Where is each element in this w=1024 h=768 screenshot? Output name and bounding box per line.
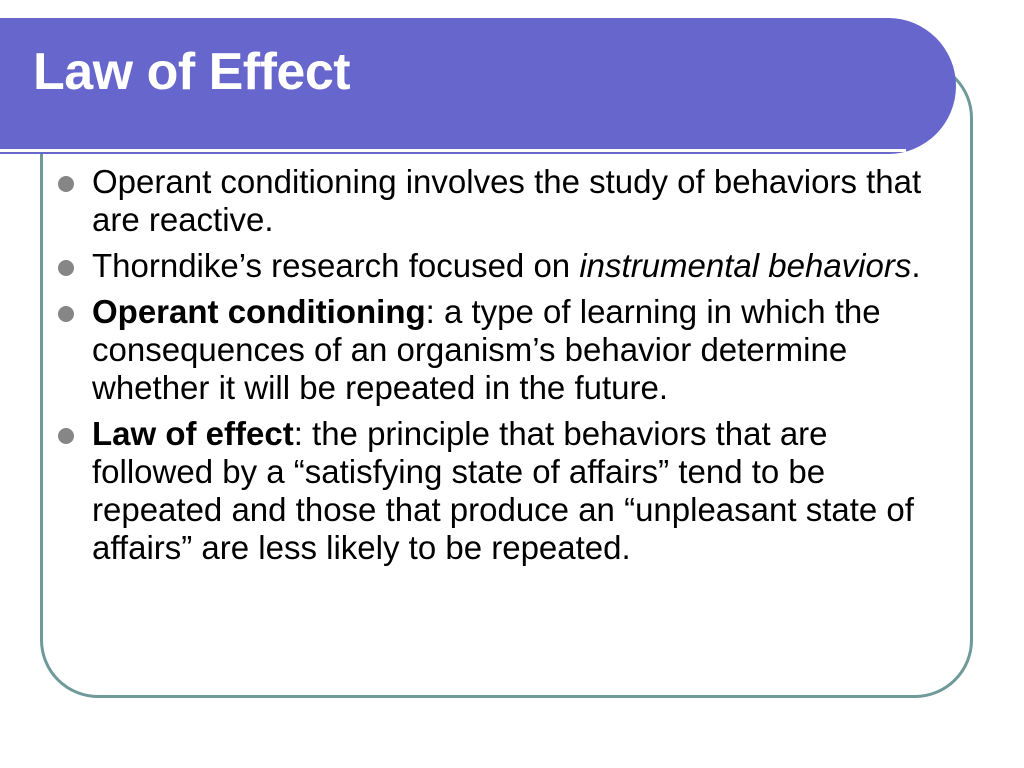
bullet-text: Operant conditioning involves the study of behaviors that are reactive. — [92, 163, 922, 238]
bullet-item-reactive-behaviors — [55, 163, 925, 239]
bullet-definition: : a type of learning in which the consequences of an organism’s behavior determine whether it will be repeated in the future. — [92, 293, 881, 406]
slide-title: Law of Effect — [33, 43, 351, 101]
bullet-suffix: . — [911, 247, 921, 284]
bullet-definition: : the principle that behaviors that are followed by a “satisfying state of affairs” tend to be repeated and those that produce an “unpleasant state of affairs” are less likely to be repeated. — [92, 415, 914, 566]
bullet-dot-icon — [58, 306, 74, 322]
bullet-item-thorndike-research — [55, 247, 925, 285]
bullet-term: Law of effect — [92, 415, 294, 452]
bullet-dot-icon — [58, 260, 74, 276]
bullet-dot-icon — [58, 428, 74, 444]
bullet-term: Operant conditioning — [92, 293, 426, 330]
bullet-dot-icon — [58, 176, 74, 192]
bullet-item-law-of-effect — [55, 415, 925, 567]
bullet-emphasis: instrumental behaviors — [579, 247, 912, 284]
bullet-item-operant-conditioning — [55, 293, 925, 407]
bullet-text: Thorndike’s research focused on — [92, 247, 580, 284]
bullet-list — [55, 163, 925, 575]
title-underline — [0, 149, 906, 152]
